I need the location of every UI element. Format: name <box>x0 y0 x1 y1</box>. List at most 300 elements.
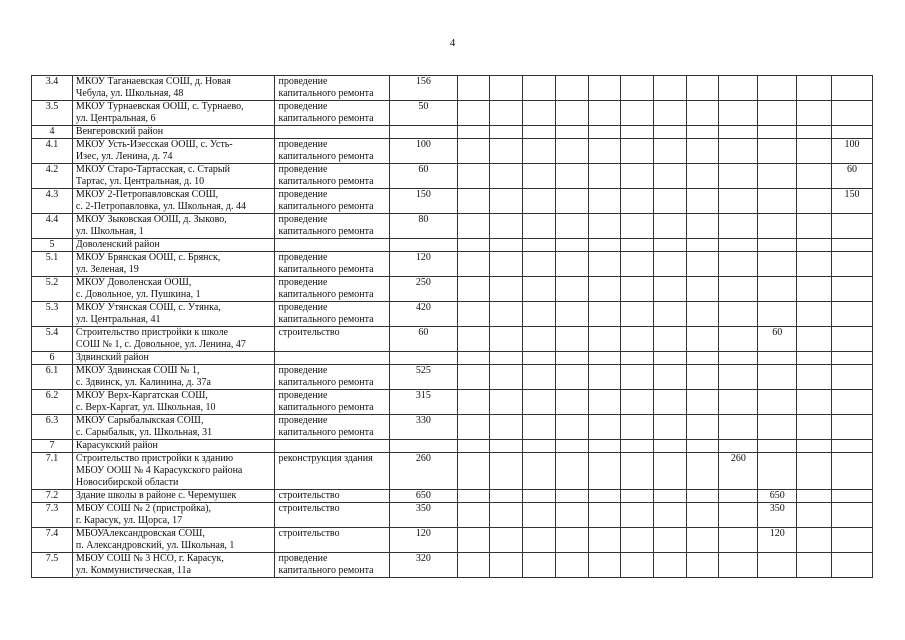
row-year-value <box>621 126 654 139</box>
row-year-value <box>490 327 523 352</box>
row-year-value <box>797 139 832 164</box>
row-year-value <box>797 126 832 139</box>
row-year-value <box>457 302 490 327</box>
row-year-value <box>523 365 556 390</box>
row-year-value <box>758 415 797 440</box>
row-year-value <box>621 440 654 453</box>
row-year-value <box>457 101 490 126</box>
row-year-value <box>831 76 872 101</box>
row-name-line: МКОУ Таганаевская СОШ, д. Новая <box>75 76 231 87</box>
row-year-value <box>719 277 758 302</box>
row-year-value <box>457 139 490 164</box>
row-year-value <box>588 126 621 139</box>
row-year-value <box>523 164 556 189</box>
row-year-value <box>457 252 490 277</box>
row-year-value <box>523 390 556 415</box>
row-year-value <box>523 528 556 553</box>
row-year-value <box>523 490 556 503</box>
row-year-value <box>758 239 797 252</box>
row-name <box>72 415 275 440</box>
table-row <box>32 528 873 553</box>
row-year-value <box>555 164 588 189</box>
row-year-value <box>523 327 556 352</box>
row-name-line: Здвинский район <box>75 352 149 363</box>
row-year-value <box>523 440 556 453</box>
row-name-line: МКОУ Старо-Тартасская, с. Старый <box>75 164 230 175</box>
row-work-type-line: капитального ремонта <box>278 113 374 124</box>
table-row <box>32 390 873 415</box>
row-year-value <box>555 189 588 214</box>
row-year-value <box>490 189 523 214</box>
row-year-value <box>457 415 490 440</box>
row-work-type <box>275 390 390 415</box>
row-work-type-line: проведение <box>278 390 328 401</box>
row-name-line: с. Верх-Каргат, ул. Школьная, 10 <box>75 402 216 413</box>
row-work-type-line: капитального ремонта <box>278 176 374 187</box>
row-year-value <box>555 528 588 553</box>
row-name-line: Доволенский район <box>75 239 160 250</box>
row-year-value <box>653 126 686 139</box>
row-year-value <box>831 440 872 453</box>
row-year-value <box>457 239 490 252</box>
row-year-value <box>523 239 556 252</box>
row-name <box>72 553 275 578</box>
row-name <box>72 189 275 214</box>
row-year-value <box>653 277 686 302</box>
row-year-value <box>758 277 797 302</box>
row-year-value <box>621 453 654 490</box>
row-work-type <box>275 189 390 214</box>
row-year-value <box>555 76 588 101</box>
row-year-value <box>686 139 719 164</box>
row-year-value <box>653 390 686 415</box>
row-number: 3.5 <box>32 101 73 126</box>
row-year-value <box>588 239 621 252</box>
row-year-value: 100 <box>831 139 872 164</box>
table-row <box>32 503 873 528</box>
row-name-line: Чебула, ул. Школьная, 48 <box>75 88 184 99</box>
row-year-value <box>831 101 872 126</box>
row-name-line: Изес, ул. Ленина, д. 74 <box>75 151 173 162</box>
row-year-value <box>686 239 719 252</box>
row-year-value <box>758 139 797 164</box>
row-year-value <box>719 390 758 415</box>
row-year-value <box>719 76 758 101</box>
row-year-value <box>555 503 588 528</box>
row-name <box>72 214 275 239</box>
row-total: 650 <box>390 490 458 503</box>
row-year-value <box>831 302 872 327</box>
table-row <box>32 76 873 101</box>
row-year-value <box>653 365 686 390</box>
row-total: 80 <box>390 214 458 239</box>
row-year-value <box>457 352 490 365</box>
row-year-value: 650 <box>758 490 797 503</box>
row-year-value <box>653 327 686 352</box>
row-number: 4.4 <box>32 214 73 239</box>
row-year-value <box>686 164 719 189</box>
row-name <box>72 503 275 528</box>
row-year-value <box>686 440 719 453</box>
row-name <box>72 126 275 139</box>
row-name-line: Здание школы в районе с. Черемушек <box>75 490 237 501</box>
row-work-type-line: строительство <box>278 327 340 338</box>
row-number: 3.4 <box>32 76 73 101</box>
row-name-line: МКОУ Сарыбалыкская СОШ, <box>75 415 204 426</box>
row-number: 7.1 <box>32 453 73 490</box>
row-year-value: 120 <box>758 528 797 553</box>
row-year-value <box>653 415 686 440</box>
row-year-value <box>490 415 523 440</box>
row-year-value <box>653 503 686 528</box>
row-name-line: с. Довольное, ул. Пушкина, 1 <box>75 289 201 300</box>
table-row <box>32 553 873 578</box>
row-year-value <box>523 453 556 490</box>
row-year-value <box>686 553 719 578</box>
row-year-value <box>555 490 588 503</box>
row-year-value <box>588 189 621 214</box>
row-year-value <box>621 553 654 578</box>
row-year-value <box>523 352 556 365</box>
row-year-value <box>653 302 686 327</box>
schools-table <box>31 75 873 578</box>
row-year-value <box>653 352 686 365</box>
row-year-value <box>719 440 758 453</box>
row-year-value <box>797 164 832 189</box>
row-year-value <box>490 490 523 503</box>
row-year-value <box>490 453 523 490</box>
row-name-line: Тартас, ул. Центральная, д. 10 <box>75 176 205 187</box>
row-total <box>390 440 458 453</box>
row-work-type-line: капитального ремонта <box>278 201 374 212</box>
row-year-value <box>588 352 621 365</box>
row-year-value <box>653 189 686 214</box>
row-year-value <box>457 528 490 553</box>
row-work-type-line: проведение <box>278 365 328 376</box>
row-year-value <box>797 239 832 252</box>
row-name <box>72 139 275 164</box>
row-year-value <box>457 453 490 490</box>
row-year-value <box>457 189 490 214</box>
row-name-line: ул. Школьная, 1 <box>75 226 144 237</box>
row-year-value <box>831 490 872 503</box>
row-year-value <box>686 490 719 503</box>
row-year-value <box>758 189 797 214</box>
row-year-value <box>523 277 556 302</box>
row-year-value <box>555 277 588 302</box>
row-year-value <box>490 164 523 189</box>
row-year-value <box>758 214 797 239</box>
row-year-value <box>555 139 588 164</box>
row-number: 6.3 <box>32 415 73 440</box>
row-name-line: МБОУ СОШ № 3 НСО, г. Карасук, <box>75 553 224 564</box>
row-name <box>72 390 275 415</box>
row-total: 120 <box>390 528 458 553</box>
row-name-line: п. Александровский, ул. Школьная, 1 <box>75 540 235 551</box>
row-work-type <box>275 139 390 164</box>
row-work-type-line: проведение <box>278 302 328 313</box>
row-year-value <box>719 101 758 126</box>
row-year-value <box>457 503 490 528</box>
row-year-value <box>588 76 621 101</box>
row-year-value: 60 <box>758 327 797 352</box>
row-year-value <box>523 415 556 440</box>
row-year-value <box>719 528 758 553</box>
row-number: 5.2 <box>32 277 73 302</box>
row-year-value <box>555 390 588 415</box>
row-year-value <box>555 101 588 126</box>
row-work-type <box>275 302 390 327</box>
row-name-line: ул. Зеленая, 19 <box>75 264 139 275</box>
row-name <box>72 302 275 327</box>
row-year-value <box>686 453 719 490</box>
row-number: 4.3 <box>32 189 73 214</box>
row-year-value <box>490 528 523 553</box>
row-name <box>72 365 275 390</box>
row-work-type-line: проведение <box>278 214 328 225</box>
row-year-value <box>797 453 832 490</box>
row-work-type-line: капитального ремонта <box>278 314 374 325</box>
table-row <box>32 214 873 239</box>
row-year-value <box>490 503 523 528</box>
row-number: 5.3 <box>32 302 73 327</box>
row-year-value <box>490 139 523 164</box>
row-year-value <box>555 440 588 453</box>
row-name-line: МКОУ Зыковская ООШ, д. Зыково, <box>75 214 227 225</box>
row-year-value <box>621 503 654 528</box>
row-year-value <box>621 252 654 277</box>
row-year-value <box>621 214 654 239</box>
row-year-value <box>653 252 686 277</box>
row-year-value <box>588 553 621 578</box>
row-number: 6.2 <box>32 390 73 415</box>
row-name <box>72 101 275 126</box>
row-year-value <box>831 415 872 440</box>
row-total <box>390 352 458 365</box>
row-year-value <box>621 189 654 214</box>
row-year-value <box>621 139 654 164</box>
row-year-value <box>457 76 490 101</box>
row-year-value <box>686 252 719 277</box>
row-year-value <box>555 327 588 352</box>
row-year-value <box>523 126 556 139</box>
row-name-line: Строительство пристройки к зданию <box>75 453 234 464</box>
row-year-value: 60 <box>831 164 872 189</box>
row-year-value <box>523 139 556 164</box>
row-year-value <box>653 453 686 490</box>
row-work-type-line: строительство <box>278 528 340 539</box>
row-year-value <box>490 101 523 126</box>
table-row <box>32 453 873 490</box>
row-work-type-line: капитального ремонта <box>278 377 374 388</box>
row-year-value <box>457 390 490 415</box>
row-name <box>72 440 275 453</box>
row-year-value <box>457 164 490 189</box>
row-name-line: МКОУ Здвинская СОШ № 1, <box>75 365 200 376</box>
row-year-value <box>686 76 719 101</box>
row-year-value <box>686 390 719 415</box>
row-year-value <box>588 139 621 164</box>
row-year-value <box>555 302 588 327</box>
row-work-type <box>275 101 390 126</box>
table-row <box>32 139 873 164</box>
row-year-value <box>621 365 654 390</box>
row-year-value <box>719 126 758 139</box>
row-year-value <box>523 302 556 327</box>
row-year-value <box>686 415 719 440</box>
row-name <box>72 453 275 490</box>
row-year-value <box>758 553 797 578</box>
row-year-value: 260 <box>719 453 758 490</box>
row-year-value <box>719 553 758 578</box>
row-name <box>72 528 275 553</box>
row-year-value <box>797 277 832 302</box>
row-work-type <box>275 528 390 553</box>
row-year-value <box>653 490 686 503</box>
row-year-value <box>797 503 832 528</box>
row-work-type <box>275 239 390 252</box>
row-year-value <box>588 252 621 277</box>
row-number: 7.5 <box>32 553 73 578</box>
row-work-type-line: капитального ремонта <box>278 402 374 413</box>
row-year-value <box>555 553 588 578</box>
table-row <box>32 239 873 252</box>
row-name <box>72 252 275 277</box>
row-work-type-line: капитального ремонта <box>278 427 374 438</box>
row-year-value <box>719 352 758 365</box>
row-total: 60 <box>390 164 458 189</box>
table-row <box>32 252 873 277</box>
row-year-value <box>831 277 872 302</box>
row-year-value <box>555 365 588 390</box>
row-name-line: МКОУ Доволенская ООШ, <box>75 277 192 288</box>
row-name-line: МКОУ Усть-Изесская ООШ, с. Усть- <box>75 139 233 150</box>
row-year-value <box>686 277 719 302</box>
row-work-type-line: капитального ремонта <box>278 88 374 99</box>
row-year-value <box>719 302 758 327</box>
row-year-value <box>719 252 758 277</box>
row-year-value <box>797 352 832 365</box>
row-year-value <box>831 327 872 352</box>
row-year-value <box>490 126 523 139</box>
row-work-type-line: проведение <box>278 139 328 150</box>
row-year-value: 150 <box>831 189 872 214</box>
row-year-value <box>797 440 832 453</box>
table-row <box>32 302 873 327</box>
row-total: 320 <box>390 553 458 578</box>
row-year-value <box>797 214 832 239</box>
row-work-type-line: проведение <box>278 76 328 87</box>
row-work-type-line: капитального ремонта <box>278 289 374 300</box>
row-year-value <box>653 139 686 164</box>
row-year-value <box>555 214 588 239</box>
row-total: 350 <box>390 503 458 528</box>
row-name-line: Новосибирской области <box>75 477 179 488</box>
row-year-value <box>457 365 490 390</box>
row-year-value <box>686 101 719 126</box>
row-year-value <box>490 390 523 415</box>
row-total: 420 <box>390 302 458 327</box>
row-year-value <box>653 214 686 239</box>
row-year-value <box>686 352 719 365</box>
row-year-value <box>719 214 758 239</box>
row-work-type-line: капитального ремонта <box>278 226 374 237</box>
row-year-value <box>490 252 523 277</box>
row-year-value <box>621 390 654 415</box>
row-work-type <box>275 440 390 453</box>
row-year-value <box>490 214 523 239</box>
row-name <box>72 239 275 252</box>
row-total: 260 <box>390 453 458 490</box>
row-year-value <box>831 252 872 277</box>
row-total: 60 <box>390 327 458 352</box>
row-work-type <box>275 352 390 365</box>
row-year-value <box>555 415 588 440</box>
table-row <box>32 365 873 390</box>
row-year-value <box>686 189 719 214</box>
row-year-value <box>588 390 621 415</box>
row-year-value <box>653 553 686 578</box>
row-name <box>72 352 275 365</box>
row-number: 7.3 <box>32 503 73 528</box>
row-work-type-line: капитального ремонта <box>278 264 374 275</box>
table-row <box>32 352 873 365</box>
row-year-value <box>831 528 872 553</box>
row-year-value <box>523 553 556 578</box>
row-year-value <box>719 164 758 189</box>
row-number: 4 <box>32 126 73 139</box>
row-total: 100 <box>390 139 458 164</box>
table-row <box>32 327 873 352</box>
row-year-value <box>758 390 797 415</box>
row-total: 156 <box>390 76 458 101</box>
row-year-value <box>686 503 719 528</box>
row-year-value <box>686 214 719 239</box>
row-year-value <box>686 302 719 327</box>
row-work-type-line: проведение <box>278 277 328 288</box>
row-number: 7.2 <box>32 490 73 503</box>
row-year-value <box>555 126 588 139</box>
row-year-value <box>457 277 490 302</box>
row-year-value <box>457 553 490 578</box>
row-work-type <box>275 76 390 101</box>
table-row <box>32 415 873 440</box>
table-row <box>32 189 873 214</box>
row-year-value <box>719 365 758 390</box>
row-year-value <box>457 327 490 352</box>
row-work-type-line: строительство <box>278 503 340 514</box>
table-row <box>32 164 873 189</box>
row-number: 6 <box>32 352 73 365</box>
row-year-value <box>588 440 621 453</box>
row-year-value <box>457 440 490 453</box>
row-year-value <box>719 189 758 214</box>
row-year-value <box>490 553 523 578</box>
table-row <box>32 101 873 126</box>
row-year-value <box>686 327 719 352</box>
row-work-type-line: проведение <box>278 164 328 175</box>
row-work-type <box>275 490 390 503</box>
row-name-line: г. Карасук, ул. Щорса, 17 <box>75 515 183 526</box>
row-year-value <box>588 503 621 528</box>
row-year-value <box>797 101 832 126</box>
row-year-value <box>831 390 872 415</box>
row-year-value <box>797 528 832 553</box>
row-work-type-line: проведение <box>278 101 328 112</box>
row-year-value <box>719 327 758 352</box>
row-total: 50 <box>390 101 458 126</box>
row-year-value <box>621 76 654 101</box>
